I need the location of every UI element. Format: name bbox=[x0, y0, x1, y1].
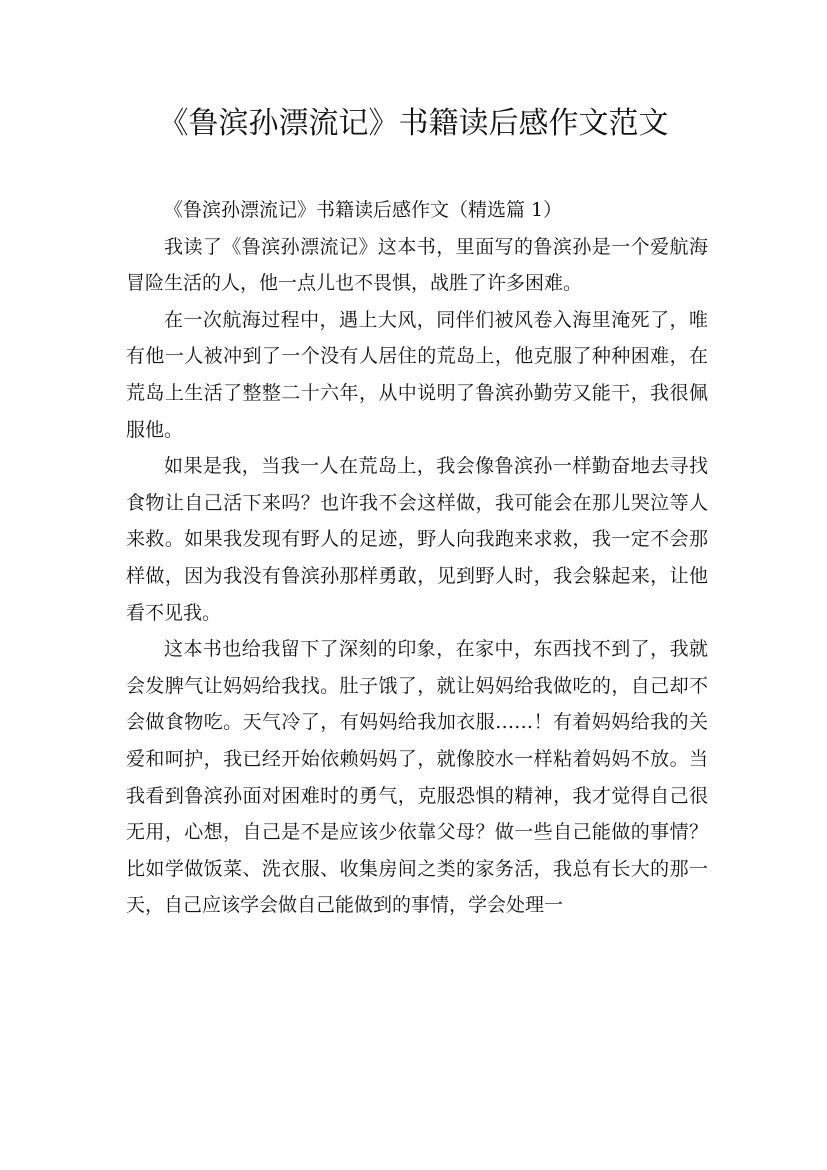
paragraph-4: 这本书也给我留下了深刻的印象，在家中，东西找不到了，我就会发脾气让妈妈给我找。肚子饿了，就让妈妈给我做吃的，自己却不会做食物吃。天气冷了，有妈妈给我加衣服……！有着妈妈给我的关爱和呵护，我已经开始依赖妈妈了，就像胶水一样粘着妈妈不放。当我看到鲁滨孙面对困难时的勇气，克服恐惧的精神，我才觉得自己很无用，心想，自己是不是应该少依靠父母？做一些自己能做的事情？比如学做饭菜、洗衣服、收集房间之类的家务活，我总有长大的那一天，自己应该学会做自己能做到的事情，学会处理一 bbox=[126, 638, 708, 917]
document-body bbox=[126, 192, 708, 924]
paragraph-3: 如果是我，当我一人在荒岛上，我会像鲁滨孙一样勤奋地去寻找食物让自己活下来吗？也许我不会这样做，我可能会在那儿哭泣等人来救。如果我发现有野人的足迹，野人向我跑来求救，我一定不会那样做，因为我没有鲁滨孙那样勇敢，见到野人时，我会躲起来，让他看不见我。 bbox=[126, 455, 708, 624]
document-title: 《鲁滨孙漂流记》书籍读后感作文范文 bbox=[158, 106, 669, 141]
paragraph-1: 我读了《鲁滨孙漂流记》这本书，里面写的鲁滨孙是一个爱航海冒险生活的人，他一点儿也不畏惧，战胜了许多困难。 bbox=[126, 235, 708, 295]
paragraph-2: 在一次航海过程中，遇上大风，同伴们被风卷入海里淹死了，唯有他一人被冲到了一个没有人居住的荒岛上，他克服了种种困难，在荒岛上生活了整整二十六年，从中说明了鲁滨孙勤劳又能干，我很佩服他。 bbox=[126, 308, 708, 441]
section-heading: 《鲁滨孙漂流记》书籍读后感作文（精选篇 1） bbox=[164, 199, 563, 221]
